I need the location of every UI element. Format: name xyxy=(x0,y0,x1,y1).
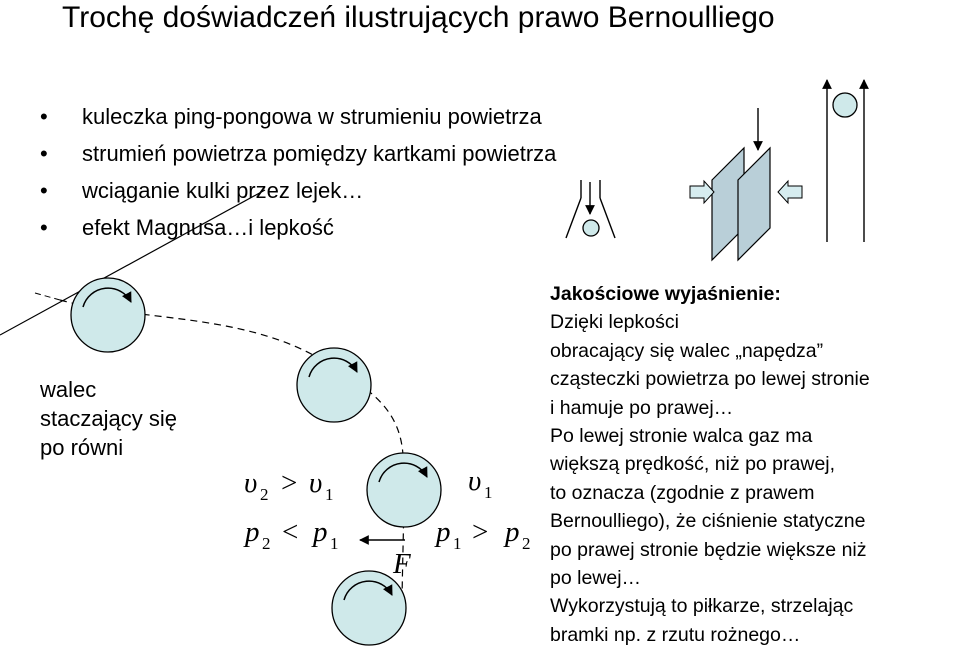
formula-subscript: 2 xyxy=(262,534,271,553)
cylinder-4 xyxy=(332,571,406,645)
formula-operator: > xyxy=(281,467,298,499)
formula-symbol: υ xyxy=(244,467,258,499)
formula-right-pressure xyxy=(434,516,531,553)
rolling-cylinder xyxy=(367,453,441,527)
explanation-line: to oznacza (zgodnie z prawem xyxy=(550,481,815,504)
explanation-line: Po lewej stronie walca gaz ma xyxy=(550,425,813,448)
cylinder-3 xyxy=(367,453,441,527)
explanation-line: i hamuje po prawej… xyxy=(550,396,734,419)
formula-left-pressure xyxy=(243,516,339,553)
side-label-line: po równi xyxy=(40,435,124,460)
explanation-line: obracający się walec „napędza” xyxy=(550,339,824,362)
formula-right-velocity xyxy=(468,465,493,502)
formula-subscript: 2 xyxy=(260,485,269,504)
rolling-cylinder xyxy=(71,278,145,352)
rolling-cylinder xyxy=(297,348,371,422)
bullet-item: • kuleczka ping-pongowa w strumieniu powietrza xyxy=(40,98,556,135)
trajectory-start xyxy=(35,293,60,300)
funnel-wall-left xyxy=(566,198,581,238)
pingpong-diagram xyxy=(827,80,864,242)
explanation-line: Bernoulliego), że ciśnienie statyczne xyxy=(550,510,866,533)
formula-symbol: υ xyxy=(468,465,482,497)
bullet-item: • strumień powietrza pomiędzy kartkami powietrza xyxy=(40,135,556,172)
formula-symbol: p xyxy=(313,516,328,548)
explanation-line: Dzięki lepkości xyxy=(550,311,679,334)
formula-subscript: 1 xyxy=(484,483,493,502)
push-arrow-left xyxy=(690,181,714,203)
explanation-line: po lewej… xyxy=(550,567,642,590)
formula-symbol: υ xyxy=(309,467,323,499)
explanation-line: Wykorzystują to piłkarze, strzelając xyxy=(550,595,854,618)
formula-symbol: p xyxy=(245,516,260,548)
explanation-line: większą prędkość, niż po prawej, xyxy=(550,453,836,476)
explanation-line: bramki np. z rzutu rożnego… xyxy=(550,623,801,646)
slide-title: Trochę doświadczeń ilustrujących prawo Bernoulliego xyxy=(62,1,775,34)
formula-symbol: p xyxy=(505,516,520,548)
push-arrow-right xyxy=(778,181,802,203)
funnel-diagram xyxy=(566,180,615,238)
side-label-line: staczający się xyxy=(40,406,177,431)
formula-symbol: p xyxy=(436,516,451,548)
formula-operator: < xyxy=(282,516,299,548)
formula-subscript: 2 xyxy=(522,534,531,553)
cylinder-1 xyxy=(71,278,145,352)
explanation-line: cząsteczki powietrza po lewej stronie xyxy=(550,368,870,391)
cylinder-2 xyxy=(297,348,371,422)
explanation-line: po prawej stronie będzie większe niż xyxy=(550,538,867,561)
formula-operator: > xyxy=(472,516,489,548)
formula-subscript: 1 xyxy=(453,534,462,553)
paper-sheets-diagram xyxy=(690,108,802,260)
formula-subscript: 1 xyxy=(325,485,334,504)
formula-subscript: 1 xyxy=(330,534,339,553)
funnel-ball xyxy=(583,220,599,236)
bullet-item: • wciąganie kulki przez lejek… xyxy=(40,172,556,209)
pingpong-ball xyxy=(833,93,857,117)
bullet-item: • efekt Magnusa…i lepkość xyxy=(40,209,556,246)
rolling-cylinder xyxy=(332,571,406,645)
force-label: F xyxy=(393,548,411,580)
explanation-heading: Jakościowe wyjaśnienie: xyxy=(550,283,781,305)
funnel-wall-right xyxy=(600,198,615,238)
side-label-line: walec xyxy=(40,377,97,402)
formula-left-velocity xyxy=(244,467,334,504)
